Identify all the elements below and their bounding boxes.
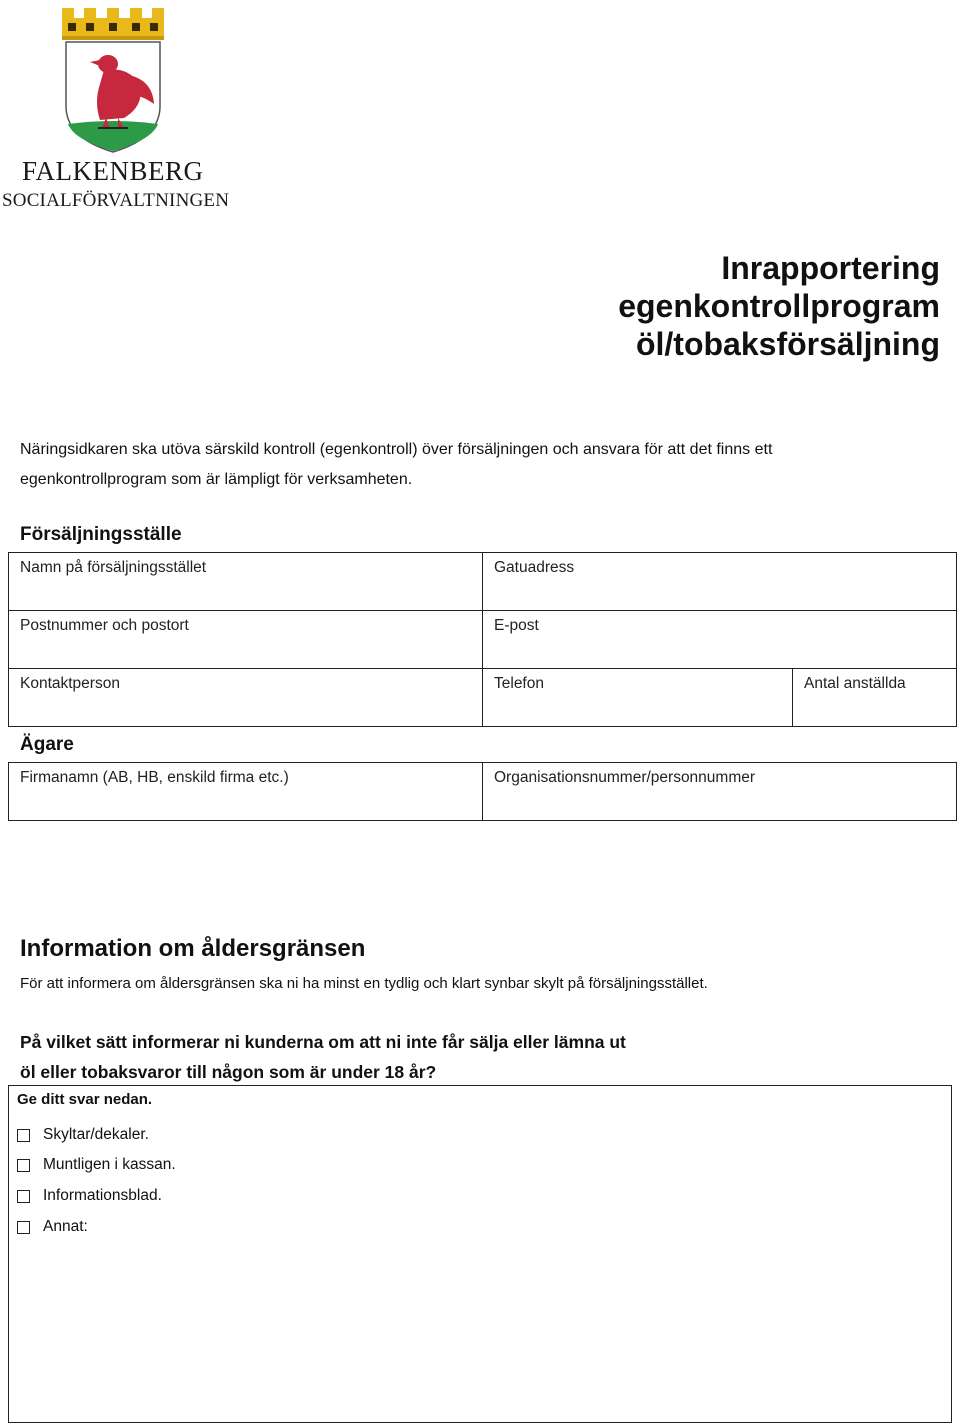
contact-person-field[interactable] — [9, 669, 483, 727]
org-name: FALKENBERG — [22, 156, 204, 186]
page-title-line-3: öl/tobaksförsäljning — [635, 326, 940, 362]
field-label: Postnummer och postort — [20, 617, 189, 634]
checkbox-icon[interactable] — [17, 1190, 30, 1203]
owner-heading: Ägare — [20, 734, 74, 755]
table-row — [9, 763, 957, 821]
field-label: Gatuadress — [494, 559, 575, 576]
option-label: Informationsblad. — [43, 1187, 162, 1204]
salespoint-form-table — [8, 552, 957, 727]
field-label: Antal anställda — [804, 675, 906, 692]
option-other[interactable] — [17, 1217, 88, 1237]
page-title-line-1: Inrapportering — [721, 250, 940, 286]
salespoint-heading: Försäljningsställe — [20, 524, 182, 545]
question-line-1: På vilket sätt informerar ni kunderna om att ni inte får sälja eller lämna ut — [20, 1032, 626, 1052]
checkbox-icon[interactable] — [17, 1221, 30, 1234]
option-label: Annat: — [43, 1218, 88, 1235]
answer-prompt: Ge ditt svar nedan. — [17, 1091, 153, 1108]
falcon-crest-icon — [60, 6, 166, 156]
field-label: Firmanamn (AB, HB, enskild firma etc.) — [20, 769, 289, 786]
intro-text-line-2: egenkontrollprogram som är lämpligt för verksamheten. — [20, 471, 413, 488]
answer-box[interactable] — [8, 1085, 952, 1423]
option-signs[interactable] — [17, 1125, 149, 1145]
option-label: Muntligen i kassan. — [43, 1156, 176, 1173]
checkbox-icon[interactable] — [17, 1159, 30, 1172]
org-number-field[interactable] — [483, 763, 957, 821]
crown-icon — [62, 8, 164, 40]
age-info-heading: Information om åldersgränsen — [20, 935, 366, 962]
age-info-text: För att informera om åldersgränsen ska ni ha minst en tydlig och klart synbar skylt på försäljningsstället. — [20, 975, 708, 992]
email-field[interactable] — [483, 611, 957, 669]
field-label: Namn på försäljningsstället — [20, 559, 207, 576]
option-label: Skyltar/dekaler. — [43, 1126, 149, 1143]
phone-field[interactable] — [483, 669, 793, 727]
employee-count-field[interactable] — [793, 669, 957, 727]
intro-text-line-1: Näringsidkaren ska utöva särskild kontroll (egenkontroll) över försäljningen och ansvara för att det finns ett — [20, 441, 773, 458]
street-address-field[interactable] — [483, 553, 957, 611]
field-label: Kontaktperson — [20, 675, 120, 692]
field-label: E-post — [494, 617, 539, 634]
option-leaflet[interactable] — [17, 1186, 162, 1206]
field-label: Telefon — [494, 675, 544, 692]
page-title-line-2: egenkontrollprogram — [618, 288, 940, 324]
owner-form-table — [8, 762, 957, 821]
table-row — [9, 553, 957, 611]
table-row — [9, 611, 957, 669]
table-row — [9, 669, 957, 727]
falkenberg-coat-of-arms-logo — [60, 6, 166, 156]
checkbox-icon[interactable] — [17, 1129, 30, 1142]
field-label: Organisationsnummer/personnummer — [494, 769, 756, 786]
option-verbal[interactable] — [17, 1155, 176, 1175]
company-name-field[interactable] — [9, 763, 483, 821]
org-department: SOCIALFÖRVALTNINGEN — [2, 190, 230, 211]
salespoint-name-field[interactable] — [9, 553, 483, 611]
question-line-2: öl eller tobaksvaror till någon som är under 18 år? — [20, 1062, 437, 1082]
postal-code-city-field[interactable] — [9, 611, 483, 669]
